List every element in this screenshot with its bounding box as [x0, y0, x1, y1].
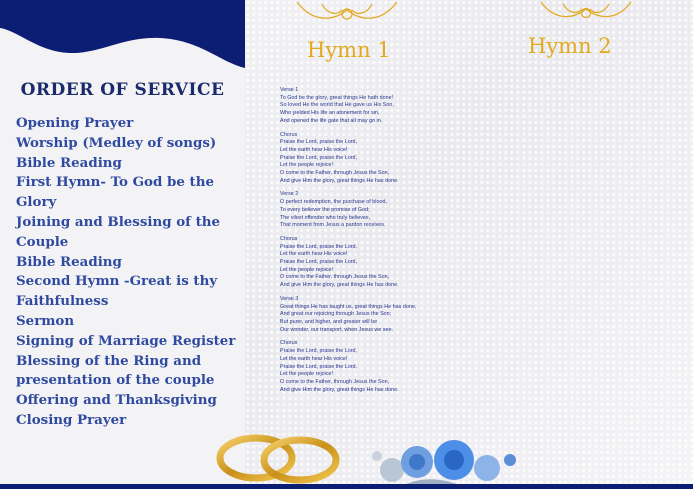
- right-panel: [475, 0, 693, 489]
- service-item: presentation of the couple: [16, 372, 215, 389]
- service-item: Offering and Thanksgiving: [16, 392, 217, 409]
- service-item: Opening Prayer: [16, 115, 134, 131]
- lyric-line: That moment from Jesus a pardon receives.: [280, 222, 386, 229]
- lyric-line: Praise the Lord, praise the Lord,: [280, 363, 358, 370]
- lyric-stanza: [280, 340, 480, 394]
- service-item: Sermon: [16, 312, 75, 329]
- lyric-stanza: [280, 236, 480, 290]
- gold-ornament-icon: [292, 0, 402, 26]
- lyric-line: But purer, and higher, and greater will be: [280, 318, 378, 325]
- lyric-line: Praise the Lord, praise the Lord,: [280, 259, 358, 266]
- stanza-label: Verse 3: [280, 295, 299, 302]
- lyric-line: O come to the Father, through Jesus the Son,: [280, 170, 390, 177]
- lyric-line: O come to the Father, through Jesus the Son,: [280, 274, 390, 281]
- stanza-label: Chorus: [280, 131, 298, 138]
- lyric-stanza: [280, 191, 480, 230]
- service-item: Faithfulness: [16, 293, 109, 310]
- bottom-navy-bar: [0, 484, 693, 489]
- stanza-label: Verse 1: [280, 87, 299, 93]
- service-item: Couple: [16, 233, 69, 250]
- lyric-stanza: [280, 132, 480, 186]
- lyric-line: Praise the Lord, praise the Lord,: [280, 348, 358, 355]
- lyric-line: O come to the Father, through Jesus the Son,: [280, 378, 390, 385]
- service-item: Second Hymn -Great is thy: [16, 273, 218, 290]
- lyric-line: Let the people rejoice!: [280, 162, 334, 169]
- blue-flowers-icon: [362, 426, 532, 486]
- lyric-line: To God be the glory, great things He hath done!: [280, 94, 394, 101]
- lyric-line: And great our rejoicing through Jesus the Son;: [280, 311, 392, 318]
- lyric-stanza: [280, 87, 480, 126]
- service-item: Closing Prayer: [16, 411, 127, 428]
- service-item: Joining and Blessing of the: [16, 213, 221, 230]
- lyric-line: And give Him the glory, great things He has done.: [280, 177, 399, 184]
- lyric-line: And give Him the glory, great things He has done.: [280, 282, 399, 289]
- service-item: Bible Reading: [16, 253, 122, 270]
- lyric-line: Let the people rejoice!: [280, 371, 334, 378]
- lyric-line: Great things He has taught us, great things He has done,: [280, 303, 417, 310]
- lyric-line: Let the earth hear His voice!: [280, 355, 348, 362]
- left-panel: [0, 0, 245, 489]
- hymn1-lyrics: [280, 87, 480, 400]
- service-item: Bible Reading: [16, 154, 122, 171]
- gold-ornament-icon: [536, 0, 636, 24]
- lyric-line: O perfect redemption, the purchase of blood,: [280, 199, 387, 206]
- lyric-line: To every believer the promise of God;: [280, 206, 370, 213]
- lyric-line: Our wonder, our transport, when Jesus we see.: [280, 326, 393, 333]
- stanza-label: Chorus: [280, 235, 298, 242]
- lyric-line: Praise the Lord, praise the Lord,: [280, 139, 358, 146]
- service-item: Blessing of the Ring and: [16, 352, 202, 369]
- lyric-line: Who yielded His life an atonement for sin,: [280, 110, 380, 117]
- lyric-line: So loved He the world that He gave us His Son,: [280, 102, 394, 109]
- service-item: First Hymn- To God be the: [16, 174, 214, 191]
- lyric-line: Let the people rejoice!: [280, 266, 334, 273]
- lyric-line: Let the earth hear His voice!: [280, 146, 348, 153]
- lyric-line: Let the earth hear His voice!: [280, 251, 348, 258]
- service-item: Glory: [16, 194, 57, 211]
- hymn1-heading: Hymn 1: [307, 38, 391, 62]
- lyric-line: Praise the Lord, praise the Lord,: [280, 154, 358, 161]
- lyric-line: Praise the Lord, praise the Lord,: [280, 243, 358, 250]
- wedding-rings-icon: [214, 424, 344, 486]
- lyric-line: And give Him the glory, great things He has done.: [280, 386, 399, 393]
- lyric-line: And opened the life gate that all may go in.: [280, 117, 383, 124]
- lyric-stanza: [280, 296, 480, 335]
- service-item: Signing of Marriage Register: [16, 332, 236, 349]
- hymn2-heading: Hymn 2: [528, 34, 612, 58]
- service-list: [16, 114, 244, 431]
- lyric-line: The vilest offender who truly believes,: [280, 214, 371, 221]
- stanza-label: Chorus: [280, 340, 298, 347]
- stanza-label: Verse 2: [280, 191, 299, 198]
- navy-wave-decoration: [0, 0, 245, 70]
- service-item: Worship (Medley of songs): [16, 134, 217, 151]
- order-of-service-title: ORDER OF SERVICE: [20, 80, 225, 100]
